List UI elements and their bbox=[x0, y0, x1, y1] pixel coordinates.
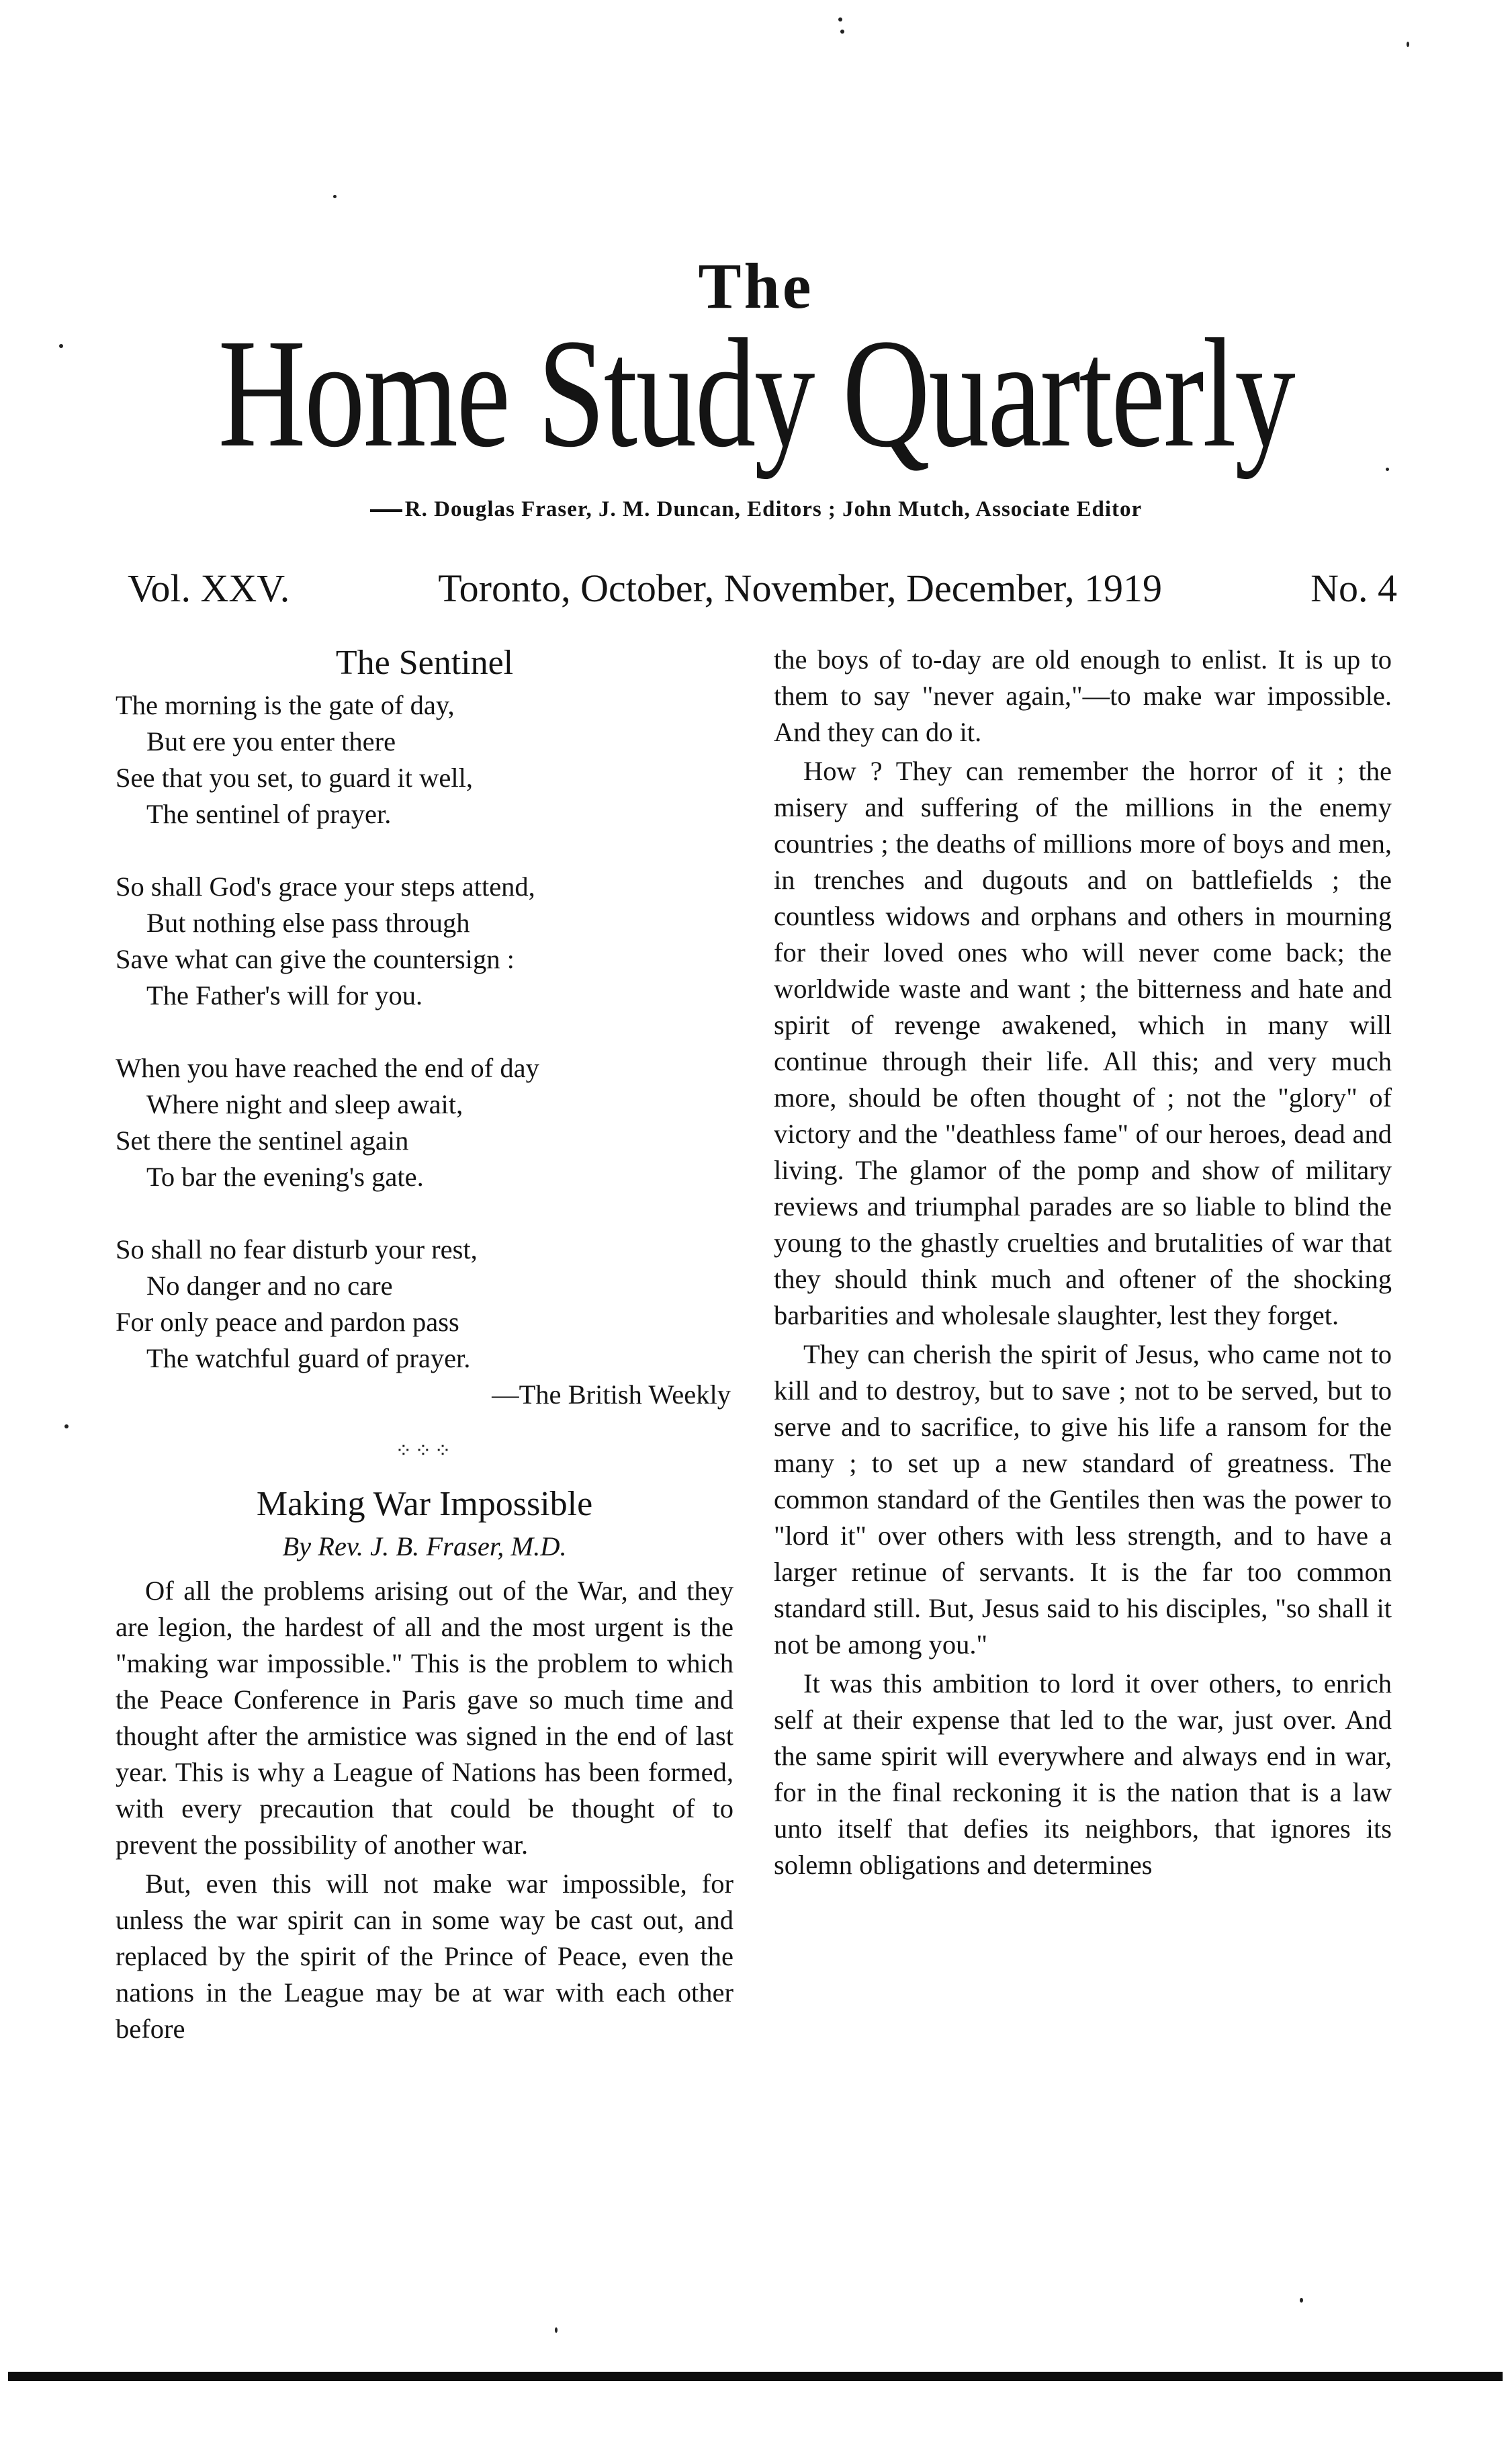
right-column bbox=[774, 642, 1392, 1883]
poem-line: The morning is the gate of day, bbox=[116, 690, 455, 720]
scan-speck bbox=[333, 195, 337, 198]
poem-line: But ere you enter there bbox=[146, 726, 396, 757]
poem-line: Where night and sleep await, bbox=[146, 1089, 463, 1119]
article-title: Making War Impossible bbox=[256, 1485, 593, 1523]
poem-attribution: —The British Weekly bbox=[492, 1379, 731, 1410]
poem-stanza bbox=[116, 869, 733, 1014]
scan-speck bbox=[1407, 42, 1409, 47]
poem-line: Save what can give the countersign : bbox=[116, 944, 515, 974]
poem-title: The Sentinel bbox=[335, 644, 514, 682]
poem-line: So shall no fear disturb your rest, bbox=[116, 1234, 478, 1264]
poem-line: For only peace and pardon pass bbox=[116, 1307, 459, 1337]
poem-line: When you have reached the end of day bbox=[116, 1053, 539, 1083]
scan-speck bbox=[59, 344, 63, 348]
poem-line: See that you set, to guard it well, bbox=[116, 763, 474, 793]
scan-speck bbox=[1386, 468, 1389, 471]
issue-number: No. 4 bbox=[1310, 566, 1397, 610]
article-paragraph: It was this ambition to lord it over others, to enrich self at their expense that led to the war, just over. And the same spirit will everywhere and always end in war, for in the final reckoning it is the nation that is a law unto itself that defies its neighbors, that ignores its solemn obligations and determines bbox=[774, 1668, 1392, 1880]
stanza-gap bbox=[116, 1195, 733, 1232]
poem-line: To bar the evening's gate. bbox=[146, 1162, 424, 1192]
poem-stanza bbox=[116, 1050, 733, 1195]
poem-line: So shall God's grace your steps attend, bbox=[116, 871, 535, 902]
scan-speck bbox=[64, 1424, 69, 1428]
poem-stanza bbox=[116, 687, 733, 832]
dateline: Toronto, October, November, December, 1919 bbox=[438, 566, 1163, 610]
scan-speck bbox=[840, 30, 844, 34]
poem-stanza bbox=[116, 1232, 733, 1377]
volume-label: Vol. XXV. bbox=[128, 566, 290, 610]
poem-line: No danger and no care bbox=[146, 1271, 393, 1301]
issue-line bbox=[128, 566, 1397, 611]
masthead-the: The bbox=[698, 250, 814, 322]
editors-dash bbox=[370, 509, 402, 512]
editors-line bbox=[0, 497, 1512, 522]
article-paragraph: But, even this will not make war impossible, for unless the war spirit can in some way be cast out, and replaced by the spirit of the Prince of Peace, even the nations in the League may be at war with each other before bbox=[116, 1869, 733, 2044]
left-column bbox=[116, 642, 733, 2047]
article-paragraph: the boys of to-day are old enough to enlist. It is up to them to say "never again,"—to make war impossible. And they can do it. bbox=[774, 644, 1392, 747]
article-paragraph: How ? They can remember the horror of it ; the misery and suffering of the millions in the enemy countries ; the deaths of millions more of boys and men, in trenches and dugouts and on battlefields ; the countless widows and orphans and others in mourning for their loved ones who will never come back; the worldwide waste and want ; the bitterness and hate and spirit of revenge awakened, which in many will continue through their life. All this; and very much more, should be often thought of ; not the "glory" of victory and the "deathless fame" of our heroes, dead and living. The glamor of the pomp and show of military reviews and triumphal parades are so liable to blind the young to the ghastly cruelties and brutalities of war that they should think much and oftener of the shocking barbarities and wholesale slaughter, lest they forget. bbox=[774, 756, 1392, 1330]
article-paragraph: They can cherish the spirit of Jesus, who came not to kill and to destroy, but to save ; not to be served, but to serve and to sacrifice, to give his life a ransom for the many ; to set up a new standard of greatness. The common standard of the Gentiles then was the power to "lord it" over others with less strength, and to have a larger retinue of servants. It is the far too common standard still. But, Jesus said to his disciples, "so shall it not be among you." bbox=[774, 1339, 1392, 1660]
scan-speck bbox=[555, 2327, 558, 2333]
scan-speck bbox=[1300, 2298, 1303, 2303]
masthead-title: Home Study Quarterly bbox=[218, 307, 1294, 480]
scan-speck bbox=[838, 17, 842, 22]
stanza-gap bbox=[116, 1014, 733, 1050]
article-paragraph: Of all the problems arising out of the War, and they are legion, the hardest of all and the most urgent is the "making war impossible." This is the problem to which the Peace Conference in Paris gave so much time and thought after the armistice was signed in the end of last year. This is why a League of Nations has been formed, with every precaution that could be thought of to prevent the possibility of another war. bbox=[116, 1576, 733, 1860]
poem-line: The sentinel of prayer. bbox=[146, 799, 392, 829]
article-byline: By Rev. J. B. Fraser, M.D. bbox=[282, 1531, 567, 1561]
poem-line: The watchful guard of prayer. bbox=[146, 1343, 471, 1373]
editors-text: R. Douglas Fraser, J. M. Duncan, Editors ; John Mutch, Associate Editor bbox=[404, 497, 1143, 521]
bottom-rule bbox=[8, 2372, 1503, 2381]
ornament-divider: ⁘⁘⁘ bbox=[395, 1440, 454, 1462]
poem-line: But nothing else pass through bbox=[146, 908, 470, 938]
poem-line: The Father's will for you. bbox=[146, 980, 423, 1011]
poem-line: Set there the sentinel again bbox=[116, 1125, 409, 1156]
stanza-gap bbox=[116, 832, 733, 869]
